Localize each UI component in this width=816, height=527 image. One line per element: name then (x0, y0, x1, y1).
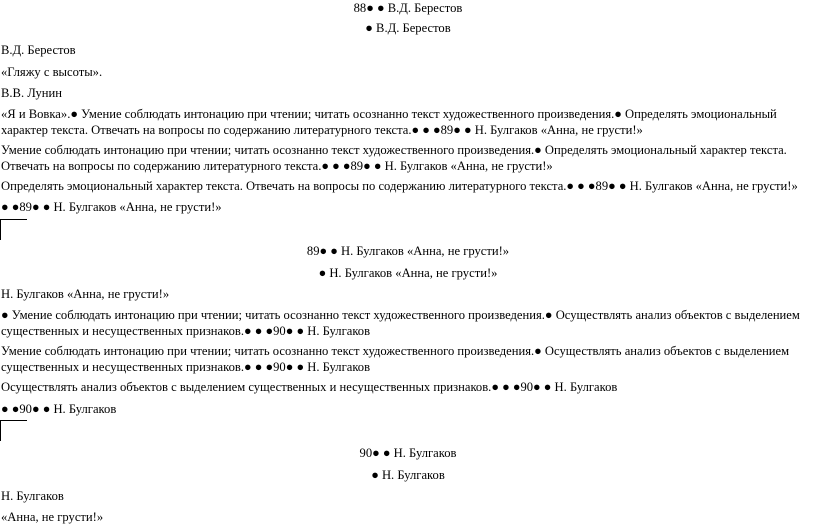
center-line-3: 90● ● Н. Булгаков (359, 446, 457, 460)
center-line-1: 89● ● Н. Булгаков «Анна, не грусти!» (306, 244, 510, 258)
paragraph-5: ● Умение соблюдать интонацию при чтении; читать осознанно текст художественного произведения.● Осуществлять анализ объектов с выделением существенных и несущественных признаков.● ● ●90● ● Н. Булгаков (1, 308, 800, 338)
page-break-box (0, 219, 27, 240)
author-line-2: В.В. Лунин (1, 86, 62, 100)
paragraph-8: ● ●90● ● Н. Булгаков (1, 402, 117, 416)
paragraph-7: Осуществлять анализ объектов с выделением существенных и несущественных признаков.● ● ●90● ● Н. Булгаков (1, 380, 618, 394)
author-line-1: В.Д. Берестов (1, 43, 76, 57)
center-line-4: ● Н. Булгаков (371, 468, 445, 482)
text-line-a: Н. Булгаков «Анна, не грусти!» (1, 287, 170, 301)
paragraph-4: ● ●89● ● Н. Булгаков «Анна, не грусти!» (1, 200, 222, 214)
paragraph-1: «Я и Вовка».● Умение соблюдать интонацию при чтении; читать осознанно текст художественного произведения.● Определять эмоциональный характер текста. Отвечать на вопросы по содержанию литературного текста.● ● ●89● ● Н. Булгаков «Анна, не грусти!» (1, 107, 777, 137)
center-line-2: ● Н. Булгаков «Анна, не грусти!» (318, 266, 498, 280)
header-line-1: 88● ● В.Д. Берестов (353, 1, 463, 15)
text-line-c: «Анна, не грусти!» (1, 510, 104, 524)
paragraph-2: Умение соблюдать интонацию при чтении; читать осознанно текст художественного произведения.● Определять эмоциональный характер текста. Отвечать на вопросы по содержанию литературного текста.● ● ●89● ● Н. Булгаков «Анна, не грусти!» (1, 143, 787, 173)
header-line-2: ● В.Д. Берестов (365, 21, 451, 35)
paragraph-3: Определять эмоциональный характер текста. Отвечать на вопросы по содержанию литературного текста.● ● ●89● ● Н. Булгаков «Анна, не грусти!» (1, 179, 798, 193)
text-line-b: Н. Булгаков (1, 489, 64, 503)
page-break-box (0, 420, 27, 441)
title-line-1: «Гляжу с высоты». (1, 65, 103, 79)
paragraph-6: Умение соблюдать интонацию при чтении; читать осознанно текст художественного произведения.● Осуществлять анализ объектов с выделением существенных и несущественных признаков.● ● ●90● ● Н. Булгаков (1, 344, 790, 374)
